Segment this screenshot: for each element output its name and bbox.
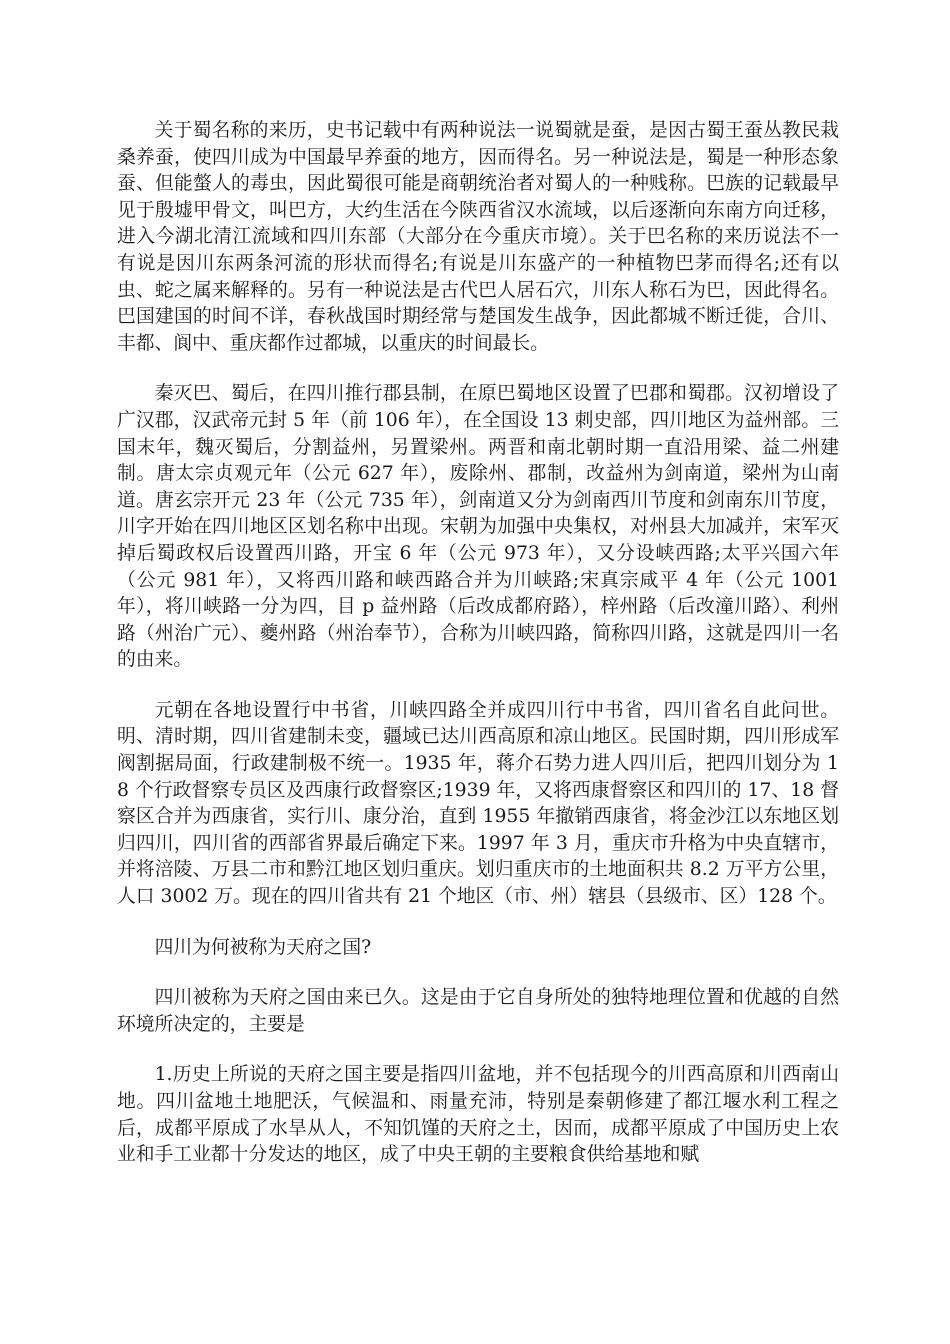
paragraph-shu-ba-origin: 关于蜀名称的来历，史书记载中有两种说法一说蜀就是蚕，是因古蜀王蚕丛教民栽桑养蚕，使四川成为中国最早养蚕的地方，因而得名。另一种说法是，蜀是一种形态象蚕、但能螫人的毒虫，因此蜀很可能是商朝统治者对蜀人的一种贱称。巴族的记载最早见于殷墟甲骨文，叫巴方，大约生活在今陕西省汉水流域，以后逐渐向东南方向迁移，进入今湖北清江流域和四川东部（大部分在今重庆市境）。关于巴名称的来历说法不一有说是因川东两条河流的形状而得名;有说是川东盛产的一种植物巴茅而得名;还有以虫、蛇之属来解释的。另有一种说法是古代巴人居石穴，川东人称石为巴，因此得名。巴国建国的时间不详，春秋战国时期经常与楚国发生战争，因此都城不断迁徙，合川、丰都、阆中、重庆都作过都城，以重庆的时间最长。 bbox=[117, 120, 839, 354]
paragraph-administrative-history: 秦灭巴、蜀后，在四川推行郡县制，在原巴蜀地区设置了巴郡和蜀郡。汉初增设了广汉郡，汉武帝元封 5 年（前 106 年），在全国设 13 刺史部，四川地区为益州部。三国末年，魏灭蜀后，分割益州，另置梁州。两晋和南北朝时期一直沿用梁、益二州建制。唐太宗贞观元年（公元 627 年），废除州、郡制，改益州为剑南道，梁州为山南道。唐玄宗开元 23 年（公元 735 年），剑南道又分为剑南西川节度和剑南东川节度，川字开始在四川地区区划名称中出现。宋朝为加强中央集权，对州县大加减并，宋军灭掉后蜀政权后设置西川路，开宝 6 年（公元 973 年），又分设峡西路;太平兴国六年（公元 981 年），又将西川路和峡西路合并为川峡路;宋真宗咸平 4 年（公元 1001 年），将川峡路一分为四，目 p 益州路（后改成都府路），梓州路（后改潼川路）、利州路（州治广元）、夔州路（州治奉节），合称为川峡四路，简称四川路，这就是四川一名的由来。 bbox=[117, 383, 839, 671]
paragraph-tianfu-intro: 四川被称为天府之国由来已久。这是由于它自身所处的独特地理位置和优越的自然环境所决定的，主要是 bbox=[117, 987, 839, 1035]
document-page bbox=[117, 118, 839, 1193]
paragraph-province-formation: 元朝在各地设置行中书省，川峡四路全并成四川行中书省，四川省名自此问世。明、清时期，四川省建制未变，疆域已达川西高原和凉山地区。民国时期，四川形成军阀割据局面，行政建制极不统一。1935 年，蒋介石势力进人四川后，把四川划分为 18 个行政督察专员区及西康行政督察区;1939 年，又将西康督察区和四川的 17、18 督察区合并为西康省，实行川、康分治，直到 1955 年撤销西康省，将金沙江以东地区划归四川，四川省的西部省界最后确定下来。1997 年 3 月，重庆市升格为中央直辖市，并将涪陵、万县二市和黔江地区划归重庆。划归重庆市的土地面积共 8.2 万平方公里，人口 3002 万。现在的四川省共有 21 个地区（市、州）辖县（县级市、区）128 个。 bbox=[117, 699, 839, 908]
section-question-heading: 四川为何被称为天府之国? bbox=[154, 936, 372, 958]
paragraph-point-1: 1.历史上所说的天府之国主要是指四川盆地，并不包括现今的川西高原和川西南山地。四川盆地土地肥沃，气候温和、雨量充沛，特别是秦朝修建了都江堰水利工程之后，成都平原成了水旱从人，不知饥馑的天府之土，因而，成都平原成了中国历史上农业和手工业都十分发达的地区，成了中央王朝的主要粮食供给基地和赋 bbox=[117, 1064, 839, 1166]
